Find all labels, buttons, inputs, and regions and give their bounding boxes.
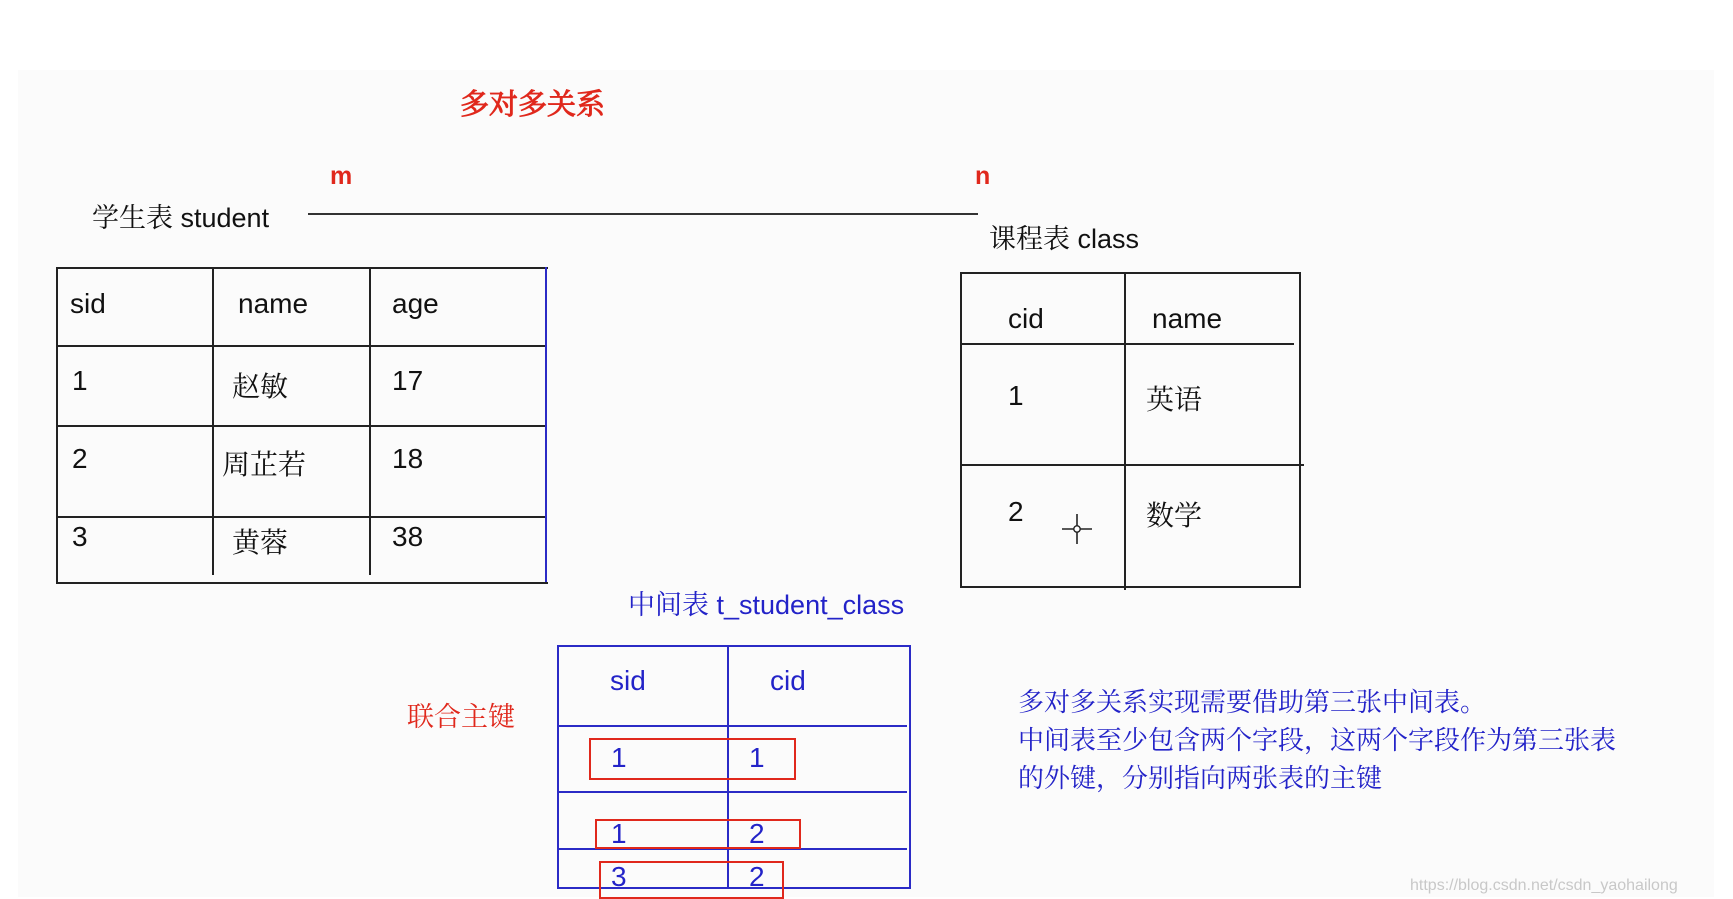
crosshair-cursor-icon <box>1060 512 1094 546</box>
student-col-divider-2 <box>369 267 371 575</box>
student-header-sid: sid <box>70 288 106 319</box>
student-cell: 赵敏 <box>232 371 289 402</box>
middle-header-cid: cid <box>770 665 806 696</box>
middle-cell: 2 <box>749 861 765 892</box>
class-header-cid: cid <box>1008 303 1044 334</box>
watermark: https://blog.csdn.net/csdn_yaohailong <box>1410 877 1678 894</box>
note-line: 中间表至少包含两个字段，这两个字段作为第三张表 <box>1018 725 1617 755</box>
middle-cell: 1 <box>749 742 765 773</box>
middle-row-divider-2 <box>559 791 907 793</box>
student-col-divider-1 <box>212 267 214 575</box>
m-cardinality-label: m <box>330 162 353 190</box>
student-header-age: age <box>392 288 439 319</box>
relationship-line <box>308 213 978 215</box>
class-cell: 英语 <box>1146 384 1203 415</box>
student-cell: 黄蓉 <box>232 527 289 558</box>
student-cell: 周芷若 <box>222 449 307 480</box>
student-cell: 3 <box>72 521 88 552</box>
class-cell: 2 <box>1008 496 1024 527</box>
class-row-divider-2 <box>962 464 1304 466</box>
note-line: 多对多关系实现需要借助第三张中间表。 <box>1018 687 1487 717</box>
note-line: 的外键，分别指向两张表的主键 <box>1018 763 1383 793</box>
class-col-divider <box>1124 274 1126 590</box>
middle-header-sid: sid <box>610 665 646 696</box>
middle-cell: 3 <box>611 861 627 892</box>
class-table-caption: 课程表 class <box>989 224 1140 254</box>
student-header-name: name <box>238 288 309 319</box>
student-row-divider-3 <box>58 516 545 518</box>
composite-key-label: 联合主键 <box>407 702 515 732</box>
student-table-caption: 学生表 student <box>92 203 270 233</box>
middle-table-caption: 中间表 t_student_class <box>628 590 905 620</box>
student-cell: 1 <box>72 365 88 396</box>
student-row-divider-2 <box>58 425 545 427</box>
explanation-note <box>1018 683 1616 797</box>
student-table-right-edge <box>545 267 547 582</box>
student-cell: 18 <box>392 443 424 474</box>
class-row-divider-1 <box>962 343 1294 345</box>
student-row-divider-1 <box>58 345 545 347</box>
student-cell: 38 <box>392 521 424 552</box>
diagram-title: 多对多关系 <box>460 89 606 121</box>
middle-cell: 1 <box>611 742 627 773</box>
student-cell: 17 <box>392 365 424 396</box>
student-cell: 2 <box>72 443 88 474</box>
class-cell: 1 <box>1008 380 1024 411</box>
n-cardinality-label: n <box>975 162 991 190</box>
class-header-name: name <box>1152 303 1223 334</box>
middle-row-divider-1 <box>559 725 907 727</box>
middle-cell: 1 <box>611 818 627 849</box>
middle-cell: 2 <box>749 818 765 849</box>
class-cell: 数学 <box>1146 500 1203 531</box>
